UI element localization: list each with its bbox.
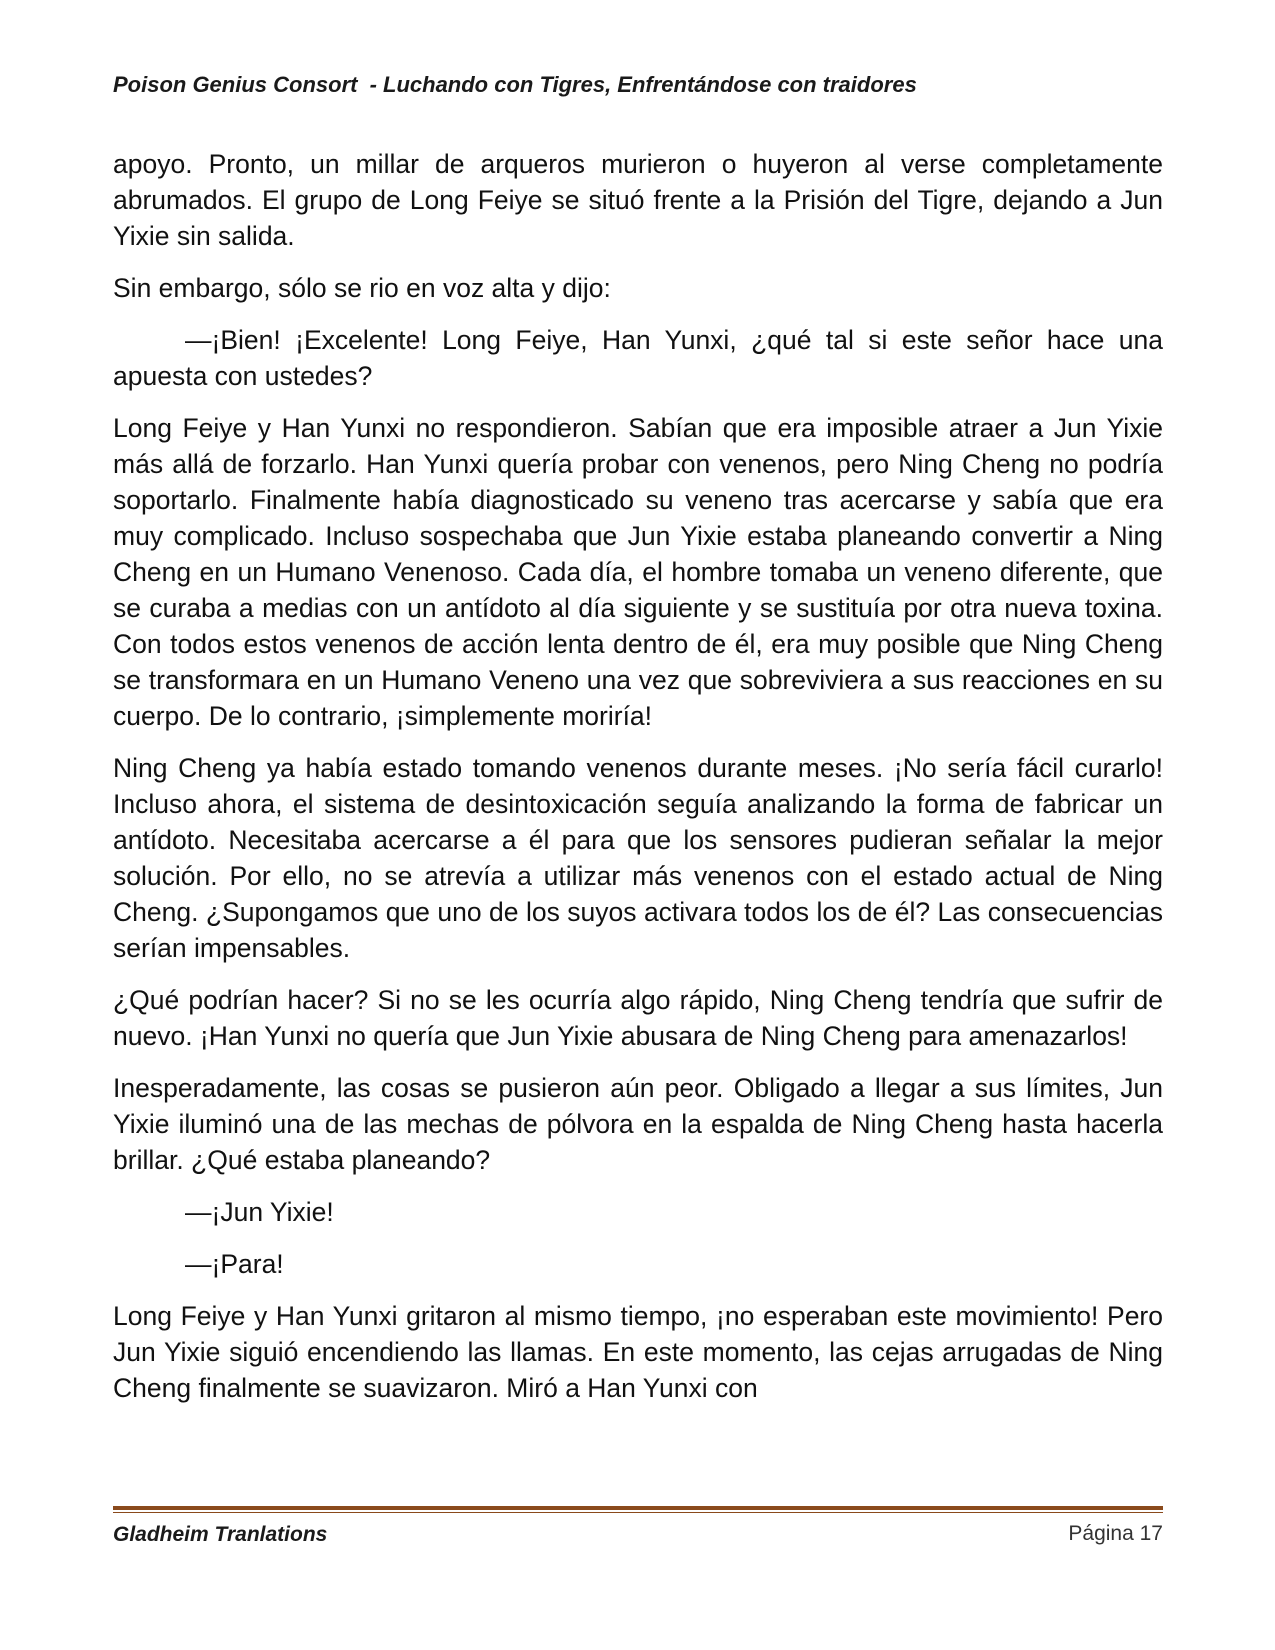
page-header: [113, 72, 1163, 98]
dialog-line-2: —¡Para!: [185, 1249, 284, 1279]
dialog-line-1: —¡Jun Yixie!: [185, 1197, 334, 1227]
paragraph-6: ¿Qué podrían hacer? Si no se les ocurría algo rápido, Ning Cheng tendría que sufrir de nuevo. ¡Han Yunxi no quería que Jun Yixie abusara de Ning Cheng para amenazarlos!: [113, 985, 1163, 1051]
paragraph-5: Ning Cheng ya había estado tomando venenos durante meses. ¡No sería fácil curarlo! Incluso ahora, el sistema de desintoxicación seguía analizando la forma de fabricar un antídoto. Necesitaba acercarse a él para que los sensores pudieran señalar la mejor solución. Por ello, no se atrevía a utilizar más venenos con el estado actual de Ning Cheng. ¿Supongamos que uno de los suyos activara todos los de él? Las consecuencias serían impensables.: [113, 753, 1163, 963]
paragraph-7: Inesperadamente, las cosas se pusieron aún peor. Obligado a llegar a sus límites, Jun Yixie iluminó una de las mechas de pólvora en la espalda de Ning Cheng hasta hacerla brillar. ¿Qué estaba planeando?: [113, 1073, 1163, 1175]
page-number: Página 17: [1068, 1522, 1163, 1545]
paragraph-1: apoyo. Pronto, un millar de arqueros murieron o huyeron al verse completamente abrumados. El grupo de Long Feiye se situó frente a la Prisión del Tigre, dejando a Jun Yixie sin salida.: [113, 149, 1163, 251]
dialog-paragraph: —¡Bien! ¡Excelente! Long Feiye, Han Yunxi, ¿qué tal si este señor hace una apuesta con ustedes?: [113, 325, 1163, 391]
paragraph-10: Long Feiye y Han Yunxi gritaron al mismo tiempo, ¡no esperaban este movimiento! Pero Jun Yixie siguió encendiendo las llamas. En este momento, las cejas arrugadas de Ning Cheng finalmente se suavizaron. Miró a Han Yunxi con: [113, 1301, 1163, 1403]
body-text: [113, 146, 1163, 1422]
footer-divider: [113, 1506, 1163, 1514]
paragraph-2: Sin embargo, sólo se rio en voz alta y dijo:: [113, 273, 611, 303]
paragraph-4: Long Feiye y Han Yunxi no respondieron. Sabían que era imposible atraer a Jun Yixie más allá de forzarlo. Han Yunxi quería probar con venenos, pero Ning Cheng no podría soportarlo. Finalmente había diagnosticado su veneno tras acercarse y sabía que era muy complicado. Incluso sospechaba que Jun Yixie estaba planeando convertir a Ning Cheng en un Humano Venenoso. Cada día, el hombre tomaba un veneno diferente, que se curaba a medias con un antídoto al día siguiente y se sustituía por otra nueva toxina. Con todos estos venenos de acción lenta dentro de él, era muy posible que Ning Cheng se transformara en un Humano Veneno una vez que sobreviviera a sus reacciones en su cuerpo. De lo contrario, ¡simplemente moriría!: [113, 413, 1163, 731]
footer-divider-thin: [113, 1512, 1163, 1513]
book-title: Poison Genius Consort: [113, 72, 358, 97]
footer-publisher: Gladheim Tranlations: [113, 1523, 328, 1546]
chapter-title: - Luchando con Tigres, Enfrentándose con traidores: [363, 72, 917, 97]
